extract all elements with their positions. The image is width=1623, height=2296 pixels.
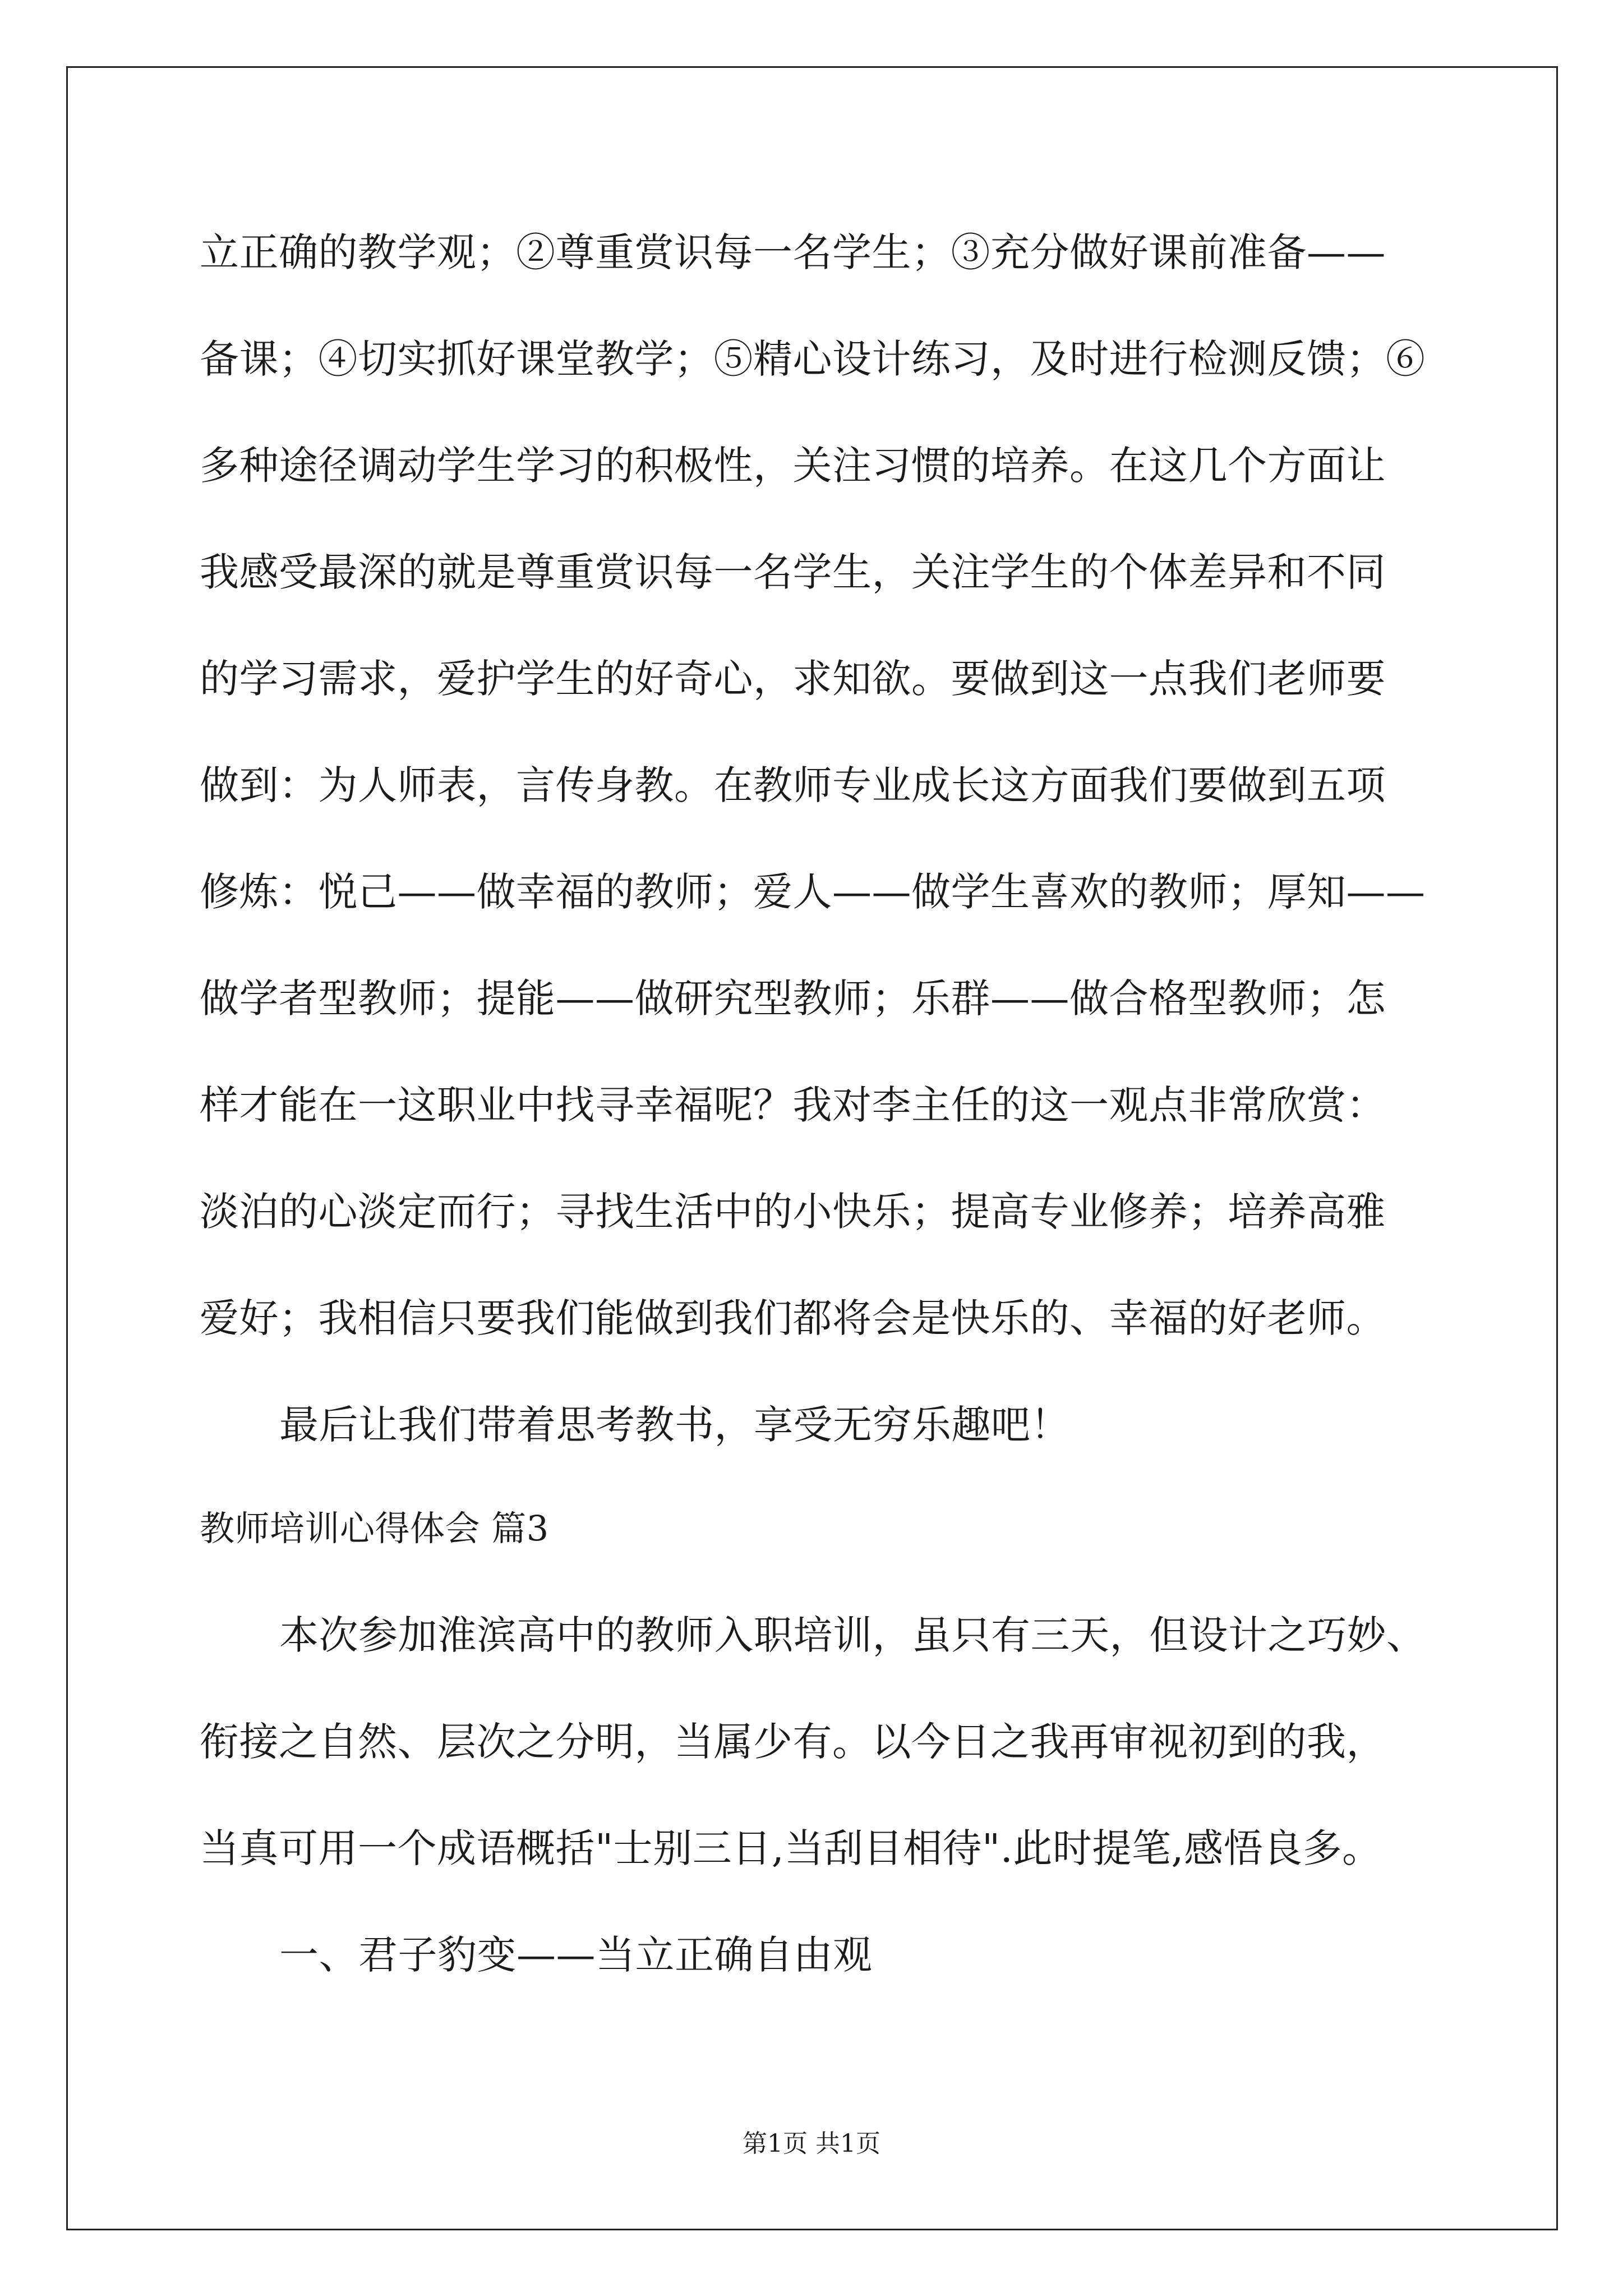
body-line-6: 做到：为人师表，言传身教。在教师专业成长这方面我们要做到五项 xyxy=(200,762,1386,808)
page-footer: 第1页 共1页 xyxy=(743,2129,880,2158)
body-line-11: 爱好；我相信只要我们能做到我们都将会是快乐的、幸福的好老师。 xyxy=(200,1295,1386,1341)
body-line-3: 多种途径调动学生学习的积极性，关注习惯的培养。在这几个方面让 xyxy=(200,443,1386,489)
page-border xyxy=(66,66,1558,2230)
subheading: 一、君子豹变——当立正确自由观 xyxy=(279,1932,873,1978)
section-heading: 教师培训心得体会 篇3 xyxy=(200,1508,549,1549)
body-line-2: 备课；④切实抓好课堂教学；⑤精心设计练习，及时进行检测反馈；⑥ xyxy=(200,336,1426,382)
body-line-8: 做学者型教师；提能——做研究型教师；乐群——做合格型教师；怎 xyxy=(200,976,1386,1022)
body-line-7: 修炼：悦己——做幸福的教师；爱人——做学生喜欢的教师；厚知—— xyxy=(200,869,1426,915)
body-line-1: 立正确的教学观；②尊重赏识每一名学生；③充分做好课前准备—— xyxy=(200,229,1386,275)
body-line-9: 样才能在一这职业中找寻幸福呢？我对李主任的这一观点非常欣赏： xyxy=(200,1082,1386,1128)
section-line-1: 本次参加淮滨高中的教师入职培训，虽只有三天，但设计之巧妙、 xyxy=(279,1612,1426,1658)
body-line-4: 我感受最深的就是尊重赏识每一名学生，关注学生的个体差异和不同 xyxy=(200,549,1386,595)
body-line-5: 的学习需求，爱护学生的好奇心，求知欲。要做到这一点我们老师要 xyxy=(200,656,1386,702)
section-line-2: 衔接之自然、层次之分明，当属少有。以今日之我再审视初到的我， xyxy=(200,1719,1386,1765)
section-line-3: 当真可用一个成语概括"士别三日,当刮目相待".此时提笔,感悟良多。 xyxy=(200,1825,1382,1871)
closing-paragraph: 最后让我们带着思考教书，享受无穷乐趣吧！ xyxy=(279,1402,1070,1448)
body-line-10: 淡泊的心淡定而行；寻找生活中的小快乐；提高专业修养；培养高雅 xyxy=(200,1189,1386,1235)
